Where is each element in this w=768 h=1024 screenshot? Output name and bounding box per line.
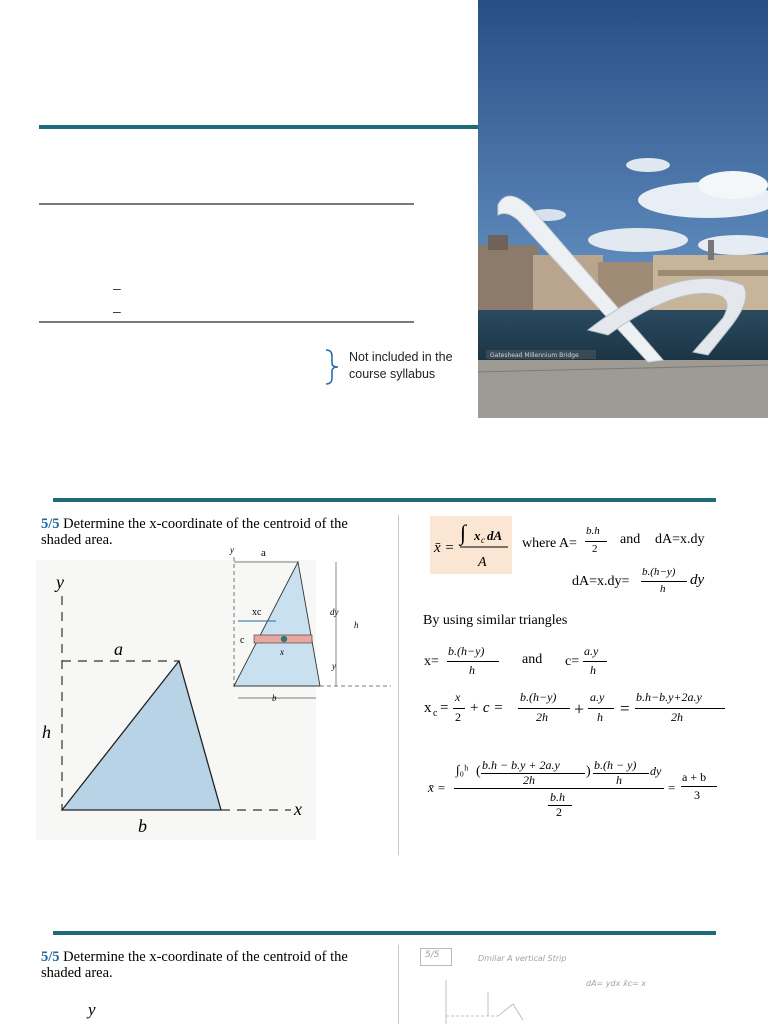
problem2-text-line1: Determine the x-coordinate of the centroid of the [63, 949, 348, 965]
A-denominator: 2 [592, 543, 598, 555]
x-prefix: x= [424, 654, 439, 669]
x-numerator: b.(h−y) [448, 644, 485, 658]
photo-caption: Gateshead Millennium Bridge [490, 352, 579, 359]
where-A-label: where A= [522, 536, 577, 551]
syllabus-note [349, 349, 453, 383]
xc-equals: = [440, 700, 449, 716]
svg-text:x: x [474, 528, 481, 543]
xc-t3-bar [588, 708, 614, 709]
similar-triangles-text: By using similar triangles [423, 613, 568, 628]
strip-label-h: h [354, 620, 359, 630]
strip-label-xc: xc [252, 607, 262, 618]
xc-t4-bar [635, 708, 725, 709]
problem2-text-line2: shaded area. [41, 965, 113, 981]
final-den-num: b.h [550, 790, 565, 804]
strip-label-b: b [272, 693, 277, 703]
final-result-bar [681, 786, 717, 787]
dA-expanded [572, 566, 732, 600]
dA2-dy: dy [690, 572, 705, 588]
xc-plus: + [574, 699, 585, 719]
final-den-den: 2 [556, 805, 562, 819]
xc-t3-num: a.y [590, 690, 605, 704]
xc-t4-den: 2h [671, 710, 683, 724]
mid-teal-rule [53, 498, 716, 502]
bridge-photo [478, 0, 768, 418]
top-gray-rule-1 [39, 203, 414, 205]
final-dy: dy [650, 764, 662, 778]
svg-text:x̄ =: x̄ = [434, 540, 455, 556]
dA-expression: dA=x.dy [655, 532, 705, 547]
A-numerator: b.h [586, 525, 600, 537]
final-open-paren: ( [476, 764, 481, 779]
c-denominator: h [590, 663, 596, 677]
xc-t2-den: 2h [536, 710, 548, 724]
final-mid-num: b.(h − y) [594, 758, 637, 772]
xc-t1-den: 2 [455, 710, 461, 724]
final-main-bar [454, 788, 664, 789]
and-label-2: and [522, 652, 543, 667]
c-prefix: c= [565, 654, 580, 669]
x-bar [447, 661, 499, 662]
dash-1: – [113, 280, 121, 296]
final-inner-den: 2h [523, 773, 535, 787]
xc-plus-c: + c = [469, 700, 504, 716]
xc-t1-num: x [455, 690, 461, 704]
A-fraction-bar [585, 541, 607, 542]
final-formula [428, 758, 728, 820]
top-gray-rule-2 [39, 321, 414, 323]
strip-label-y: y [230, 545, 234, 555]
problem1-number: 5/5 [41, 516, 60, 532]
problem1-text-line1: Determine the x-coordinate of the centroid of the [63, 516, 348, 532]
dA2-bar [641, 581, 687, 582]
hw-number: 5/5 [425, 950, 440, 960]
hw-text-1: Dmilar A vertical Strip [478, 954, 567, 963]
final-inner-num: b.h − b.y + 2a.y [482, 758, 560, 772]
xc-prefix: x [424, 700, 432, 716]
problem2-fig-y: y [88, 1000, 96, 1019]
svg-text:A: A [478, 555, 487, 570]
bottom-divider [398, 945, 399, 1024]
xc-eq2: = [620, 699, 630, 718]
note-line-1: Not included in the [349, 350, 453, 364]
xc-t3-den: h [597, 710, 603, 724]
final-result-num: a + b [682, 770, 707, 784]
xbar-formula [430, 516, 512, 574]
xc-t1-bar [453, 708, 465, 709]
final-equals: = [668, 780, 676, 795]
fig-label-a: a [114, 639, 123, 659]
bridge-photo-image [478, 0, 768, 418]
brace-icon [322, 348, 342, 386]
dA2-numerator: b.(h−y) [642, 566, 676, 578]
problem2-statement [41, 949, 401, 981]
dA2-prefix: dA=x.dy= [572, 574, 630, 589]
top-teal-rule [39, 125, 479, 129]
fig-label-x: x [294, 799, 302, 819]
x-expression [424, 644, 624, 680]
dash-2: – [113, 303, 121, 319]
where-A [522, 525, 672, 568]
xc-expression [424, 690, 734, 728]
strip-label-a: a [261, 547, 266, 559]
c-bar [583, 661, 607, 662]
final-integral: ∫₀ʰ [456, 762, 469, 777]
fig-label-h: h [42, 722, 51, 742]
svg-text:c: c [481, 535, 485, 545]
strip-label-x: x [280, 647, 284, 657]
hw-text-2: dA= ydx x̄c= x [586, 979, 646, 988]
bottom-teal-rule [53, 931, 716, 935]
fig-label-y: y [56, 572, 64, 592]
final-xbar: x̄ = [428, 780, 446, 795]
final-mid-den: h [616, 773, 622, 787]
strip-label-dy: dy [330, 607, 339, 617]
note-line-2: course syllabus [349, 367, 436, 381]
x-denominator: h [469, 663, 475, 677]
xc-t2-num: b.(h−y) [520, 690, 557, 704]
mid-divider [398, 515, 399, 855]
final-close-paren: ) [586, 764, 591, 779]
svg-text:dA: dA [487, 528, 503, 543]
problem2-number: 5/5 [41, 949, 60, 965]
hw-sketch [438, 976, 588, 1024]
final-result-den: 3 [694, 788, 700, 802]
handwriting-area [418, 946, 718, 1024]
xbar-formula-box [430, 516, 512, 574]
dA2-denominator: h [660, 583, 666, 595]
xc-t4-num: b.h−b.y+2a.y [636, 690, 702, 704]
strip-label-c: c [240, 635, 245, 646]
xc-subscript: c [433, 708, 438, 719]
svg-text:∫: ∫ [460, 520, 467, 545]
fig-label-b: b [138, 816, 147, 836]
c-numerator: a.y [584, 644, 599, 658]
xc-t2-bar [518, 708, 570, 709]
strip-figure [226, 543, 398, 703]
strip-label-y2: y [332, 661, 336, 671]
problem1-text-line2: shaded area. [41, 532, 113, 548]
and-label-1: and [620, 532, 641, 547]
